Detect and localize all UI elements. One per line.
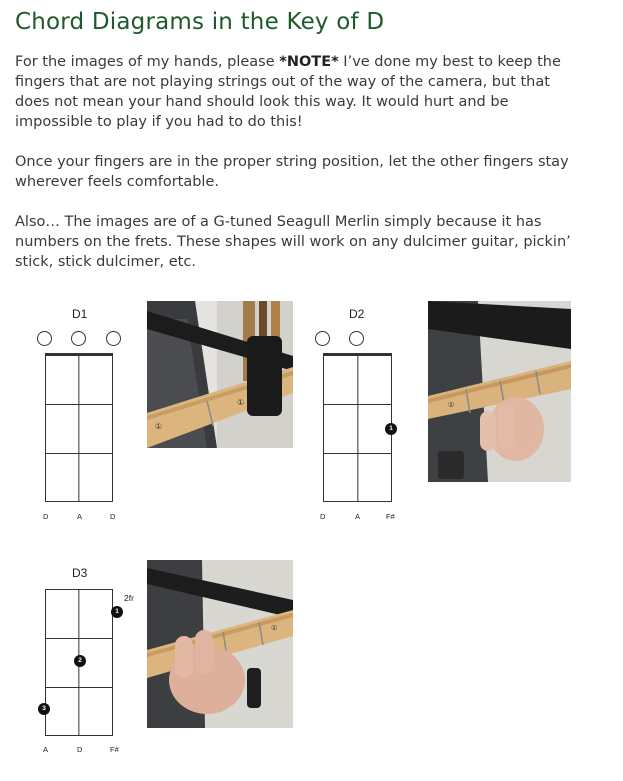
note-emphasis: *NOTE* — [279, 54, 339, 70]
tuning-label: D — [320, 512, 326, 521]
fretboard-grid — [323, 355, 392, 502]
chord-name-d1: D1 — [72, 307, 88, 321]
fret-number: ① — [271, 625, 278, 632]
note-paragraph — [15, 52, 575, 132]
open-string-circle — [315, 331, 330, 346]
note-text-b: I’ve done my best to keep the fingers that are not playing strings out of the way of the camera, but that does not mean your hand should look this way. It would hurt and be impossible to play if you had to do this! — [15, 54, 561, 130]
open-string-circle — [37, 331, 52, 346]
open-string-circle — [71, 331, 86, 346]
tuning-label: D — [110, 512, 116, 521]
hand-photo-d2 — [428, 301, 571, 482]
open-string-circle — [349, 331, 364, 346]
fret-number: ① — [448, 402, 455, 409]
tuning-label: A — [355, 512, 361, 521]
finger-dot-2: 2 — [74, 655, 86, 667]
chord-name-d3: D3 — [72, 566, 88, 580]
fret-position-label: 2fr — [124, 593, 134, 603]
page-title: Chord Diagrams in the Key of D — [15, 9, 385, 35]
fret-number: ① — [237, 398, 245, 407]
tuning-label: D — [77, 745, 83, 754]
tuning-label: D — [43, 512, 49, 521]
chord-name-d2: D2 — [349, 307, 365, 321]
hand-photo-d1 — [147, 301, 293, 448]
finger-dot-1: 1 — [385, 423, 397, 435]
fret-number: ① — [155, 422, 163, 431]
finger-dot-1: 1 — [111, 606, 123, 618]
instrument-paragraph: Also… The images are of a G-tuned Seagull Merlin simply because it has numbers on the frets. These shapes will work on any dulcimer guitar, pickin’ stick, stick dulcimer, etc. — [15, 214, 571, 270]
note-text-a: For the images of my hands, please — [15, 54, 280, 70]
position-paragraph: Once your fingers are in the proper string position, let the other fingers stay wherever feels comfortable. — [15, 154, 569, 190]
tuning-label: A — [43, 745, 49, 754]
tuning-label: A — [77, 512, 83, 521]
tuning-label: F# — [110, 745, 119, 754]
tuning-label: F# — [386, 512, 395, 521]
finger-dot-3: 3 — [38, 703, 50, 715]
hand-photo-d3 — [147, 560, 293, 728]
open-string-circle — [106, 331, 121, 346]
fretboard-grid — [45, 355, 113, 502]
